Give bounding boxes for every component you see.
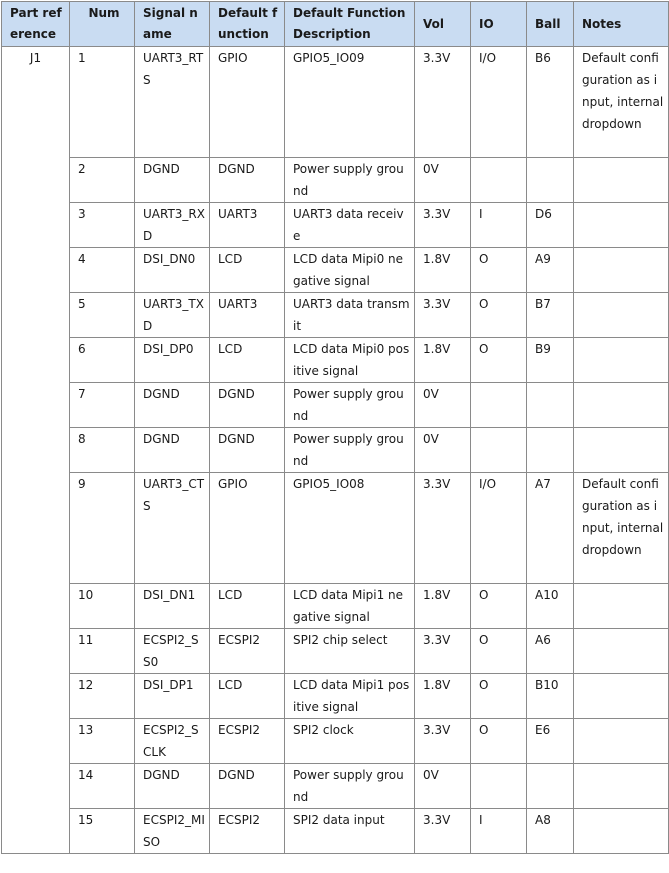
table-row bbox=[2, 248, 669, 293]
header-num: Num bbox=[70, 2, 135, 47]
header-signal-name: Signal name bbox=[135, 2, 210, 47]
signal-cell: UART3_CTS bbox=[135, 473, 210, 584]
signal-cell: DGND bbox=[135, 383, 210, 428]
header-row bbox=[2, 2, 669, 47]
num-cell: 7 bbox=[70, 383, 135, 428]
description-cell: LCD data Mipi1 negative signal bbox=[285, 584, 415, 629]
num-cell: 10 bbox=[70, 584, 135, 629]
ball-cell: A6 bbox=[527, 629, 574, 674]
num-cell: 13 bbox=[70, 719, 135, 764]
notes-cell: Default configuration as input, internal dropdown bbox=[574, 47, 669, 158]
description-cell: LCD data Mipi1 positive signal bbox=[285, 674, 415, 719]
ball-cell: A9 bbox=[527, 248, 574, 293]
table-row bbox=[2, 809, 669, 854]
notes-cell bbox=[574, 203, 669, 248]
ball-cell: D6 bbox=[527, 203, 574, 248]
table-row bbox=[2, 203, 669, 248]
function-cell: LCD bbox=[210, 248, 285, 293]
function-cell: GPIO bbox=[210, 47, 285, 158]
io-cell: O bbox=[471, 719, 527, 764]
function-cell: ECSPI2 bbox=[210, 719, 285, 764]
vol-cell: 0V bbox=[415, 383, 471, 428]
vol-cell: 3.3V bbox=[415, 809, 471, 854]
description-cell: LCD data Mipi0 negative signal bbox=[285, 248, 415, 293]
signal-cell: DSI_DN1 bbox=[135, 584, 210, 629]
notes-cell bbox=[574, 809, 669, 854]
header-ball: Ball bbox=[527, 2, 574, 47]
notes-cell: Default configuration as input, internal dropdown bbox=[574, 473, 669, 584]
table-row bbox=[2, 584, 669, 629]
io-cell bbox=[471, 383, 527, 428]
ball-cell: B9 bbox=[527, 338, 574, 383]
description-cell: Power supply ground bbox=[285, 764, 415, 809]
function-cell: UART3 bbox=[210, 293, 285, 338]
io-cell: I/O bbox=[471, 47, 527, 158]
ball-cell: B10 bbox=[527, 674, 574, 719]
description-cell: Power supply ground bbox=[285, 158, 415, 203]
header-vol: Vol bbox=[415, 2, 471, 47]
header-part-reference: Part reference bbox=[2, 2, 70, 47]
function-cell: ECSPI2 bbox=[210, 629, 285, 674]
ball-cell bbox=[527, 428, 574, 473]
ball-cell: B6 bbox=[527, 47, 574, 158]
signal-cell: DSI_DP0 bbox=[135, 338, 210, 383]
table-row bbox=[2, 764, 669, 809]
vol-cell: 3.3V bbox=[415, 629, 471, 674]
description-cell: UART3 data receive bbox=[285, 203, 415, 248]
table-row bbox=[2, 719, 669, 764]
description-cell: UART3 data transmit bbox=[285, 293, 415, 338]
num-cell: 2 bbox=[70, 158, 135, 203]
num-cell: 1 bbox=[70, 47, 135, 158]
description-cell: GPIO5_IO09 bbox=[285, 47, 415, 158]
ball-cell: B7 bbox=[527, 293, 574, 338]
function-cell: DGND bbox=[210, 428, 285, 473]
io-cell: O bbox=[471, 338, 527, 383]
table-body bbox=[2, 47, 669, 854]
table-header bbox=[2, 2, 669, 47]
table-row bbox=[2, 293, 669, 338]
vol-cell: 3.3V bbox=[415, 719, 471, 764]
vol-cell: 0V bbox=[415, 428, 471, 473]
signal-cell: DGND bbox=[135, 158, 210, 203]
signal-cell: DGND bbox=[135, 764, 210, 809]
signal-cell: DGND bbox=[135, 428, 210, 473]
io-cell: O bbox=[471, 674, 527, 719]
io-cell bbox=[471, 158, 527, 203]
ball-cell: E6 bbox=[527, 719, 574, 764]
function-cell: ECSPI2 bbox=[210, 809, 285, 854]
io-cell: O bbox=[471, 248, 527, 293]
io-cell: O bbox=[471, 629, 527, 674]
num-cell: 3 bbox=[70, 203, 135, 248]
vol-cell: 3.3V bbox=[415, 293, 471, 338]
part-reference-cell: J1 bbox=[2, 47, 70, 854]
io-cell: I bbox=[471, 809, 527, 854]
ball-cell bbox=[527, 764, 574, 809]
num-cell: 6 bbox=[70, 338, 135, 383]
ball-cell: A7 bbox=[527, 473, 574, 584]
notes-cell bbox=[574, 584, 669, 629]
ball-cell: A8 bbox=[527, 809, 574, 854]
function-cell: LCD bbox=[210, 674, 285, 719]
signal-cell: UART3_RTS bbox=[135, 47, 210, 158]
vol-cell: 0V bbox=[415, 158, 471, 203]
notes-cell bbox=[574, 674, 669, 719]
header-notes: Notes bbox=[574, 2, 669, 47]
io-cell: O bbox=[471, 293, 527, 338]
vol-cell: 3.3V bbox=[415, 473, 471, 584]
function-cell: UART3 bbox=[210, 203, 285, 248]
table-row bbox=[2, 674, 669, 719]
description-cell: SPI2 clock bbox=[285, 719, 415, 764]
notes-cell bbox=[574, 158, 669, 203]
notes-cell bbox=[574, 719, 669, 764]
table-row bbox=[2, 428, 669, 473]
vol-cell: 3.3V bbox=[415, 203, 471, 248]
function-cell: DGND bbox=[210, 158, 285, 203]
vol-cell: 1.8V bbox=[415, 338, 471, 383]
header-io: IO bbox=[471, 2, 527, 47]
description-cell: Power supply ground bbox=[285, 383, 415, 428]
header-default-function: Default function bbox=[210, 2, 285, 47]
ball-cell: A10 bbox=[527, 584, 574, 629]
pin-definition-table bbox=[1, 1, 669, 854]
num-cell: 5 bbox=[70, 293, 135, 338]
vol-cell: 1.8V bbox=[415, 248, 471, 293]
signal-cell: UART3_RXD bbox=[135, 203, 210, 248]
description-cell: SPI2 chip select bbox=[285, 629, 415, 674]
function-cell: GPIO bbox=[210, 473, 285, 584]
table-row bbox=[2, 47, 669, 158]
vol-cell: 0V bbox=[415, 764, 471, 809]
io-cell bbox=[471, 428, 527, 473]
vol-cell: 1.8V bbox=[415, 584, 471, 629]
signal-cell: ECSPI2_SCLK bbox=[135, 719, 210, 764]
notes-cell bbox=[574, 764, 669, 809]
function-cell: LCD bbox=[210, 584, 285, 629]
table-row bbox=[2, 158, 669, 203]
notes-cell bbox=[574, 428, 669, 473]
description-cell: Power supply ground bbox=[285, 428, 415, 473]
num-cell: 15 bbox=[70, 809, 135, 854]
header-default-function-description: Default Function Description bbox=[285, 2, 415, 47]
num-cell: 12 bbox=[70, 674, 135, 719]
description-cell: LCD data Mipi0 positive signal bbox=[285, 338, 415, 383]
notes-cell bbox=[574, 293, 669, 338]
function-cell: DGND bbox=[210, 383, 285, 428]
io-cell: O bbox=[471, 584, 527, 629]
notes-cell bbox=[574, 338, 669, 383]
io-cell: I bbox=[471, 203, 527, 248]
vol-cell: 3.3V bbox=[415, 47, 471, 158]
signal-cell: UART3_TXD bbox=[135, 293, 210, 338]
signal-cell: DSI_DN0 bbox=[135, 248, 210, 293]
io-cell bbox=[471, 764, 527, 809]
signal-cell: DSI_DP1 bbox=[135, 674, 210, 719]
num-cell: 11 bbox=[70, 629, 135, 674]
num-cell: 4 bbox=[70, 248, 135, 293]
table-row bbox=[2, 473, 669, 584]
io-cell: I/O bbox=[471, 473, 527, 584]
num-cell: 8 bbox=[70, 428, 135, 473]
table-row bbox=[2, 629, 669, 674]
signal-cell: ECSPI2_MISO bbox=[135, 809, 210, 854]
notes-cell bbox=[574, 248, 669, 293]
notes-cell bbox=[574, 629, 669, 674]
table-row bbox=[2, 383, 669, 428]
ball-cell bbox=[527, 383, 574, 428]
notes-cell bbox=[574, 383, 669, 428]
num-cell: 9 bbox=[70, 473, 135, 584]
vol-cell: 1.8V bbox=[415, 674, 471, 719]
num-cell: 14 bbox=[70, 764, 135, 809]
description-cell: GPIO5_IO08 bbox=[285, 473, 415, 584]
description-cell: SPI2 data input bbox=[285, 809, 415, 854]
table-row bbox=[2, 338, 669, 383]
ball-cell bbox=[527, 158, 574, 203]
function-cell: DGND bbox=[210, 764, 285, 809]
signal-cell: ECSPI2_SS0 bbox=[135, 629, 210, 674]
function-cell: LCD bbox=[210, 338, 285, 383]
